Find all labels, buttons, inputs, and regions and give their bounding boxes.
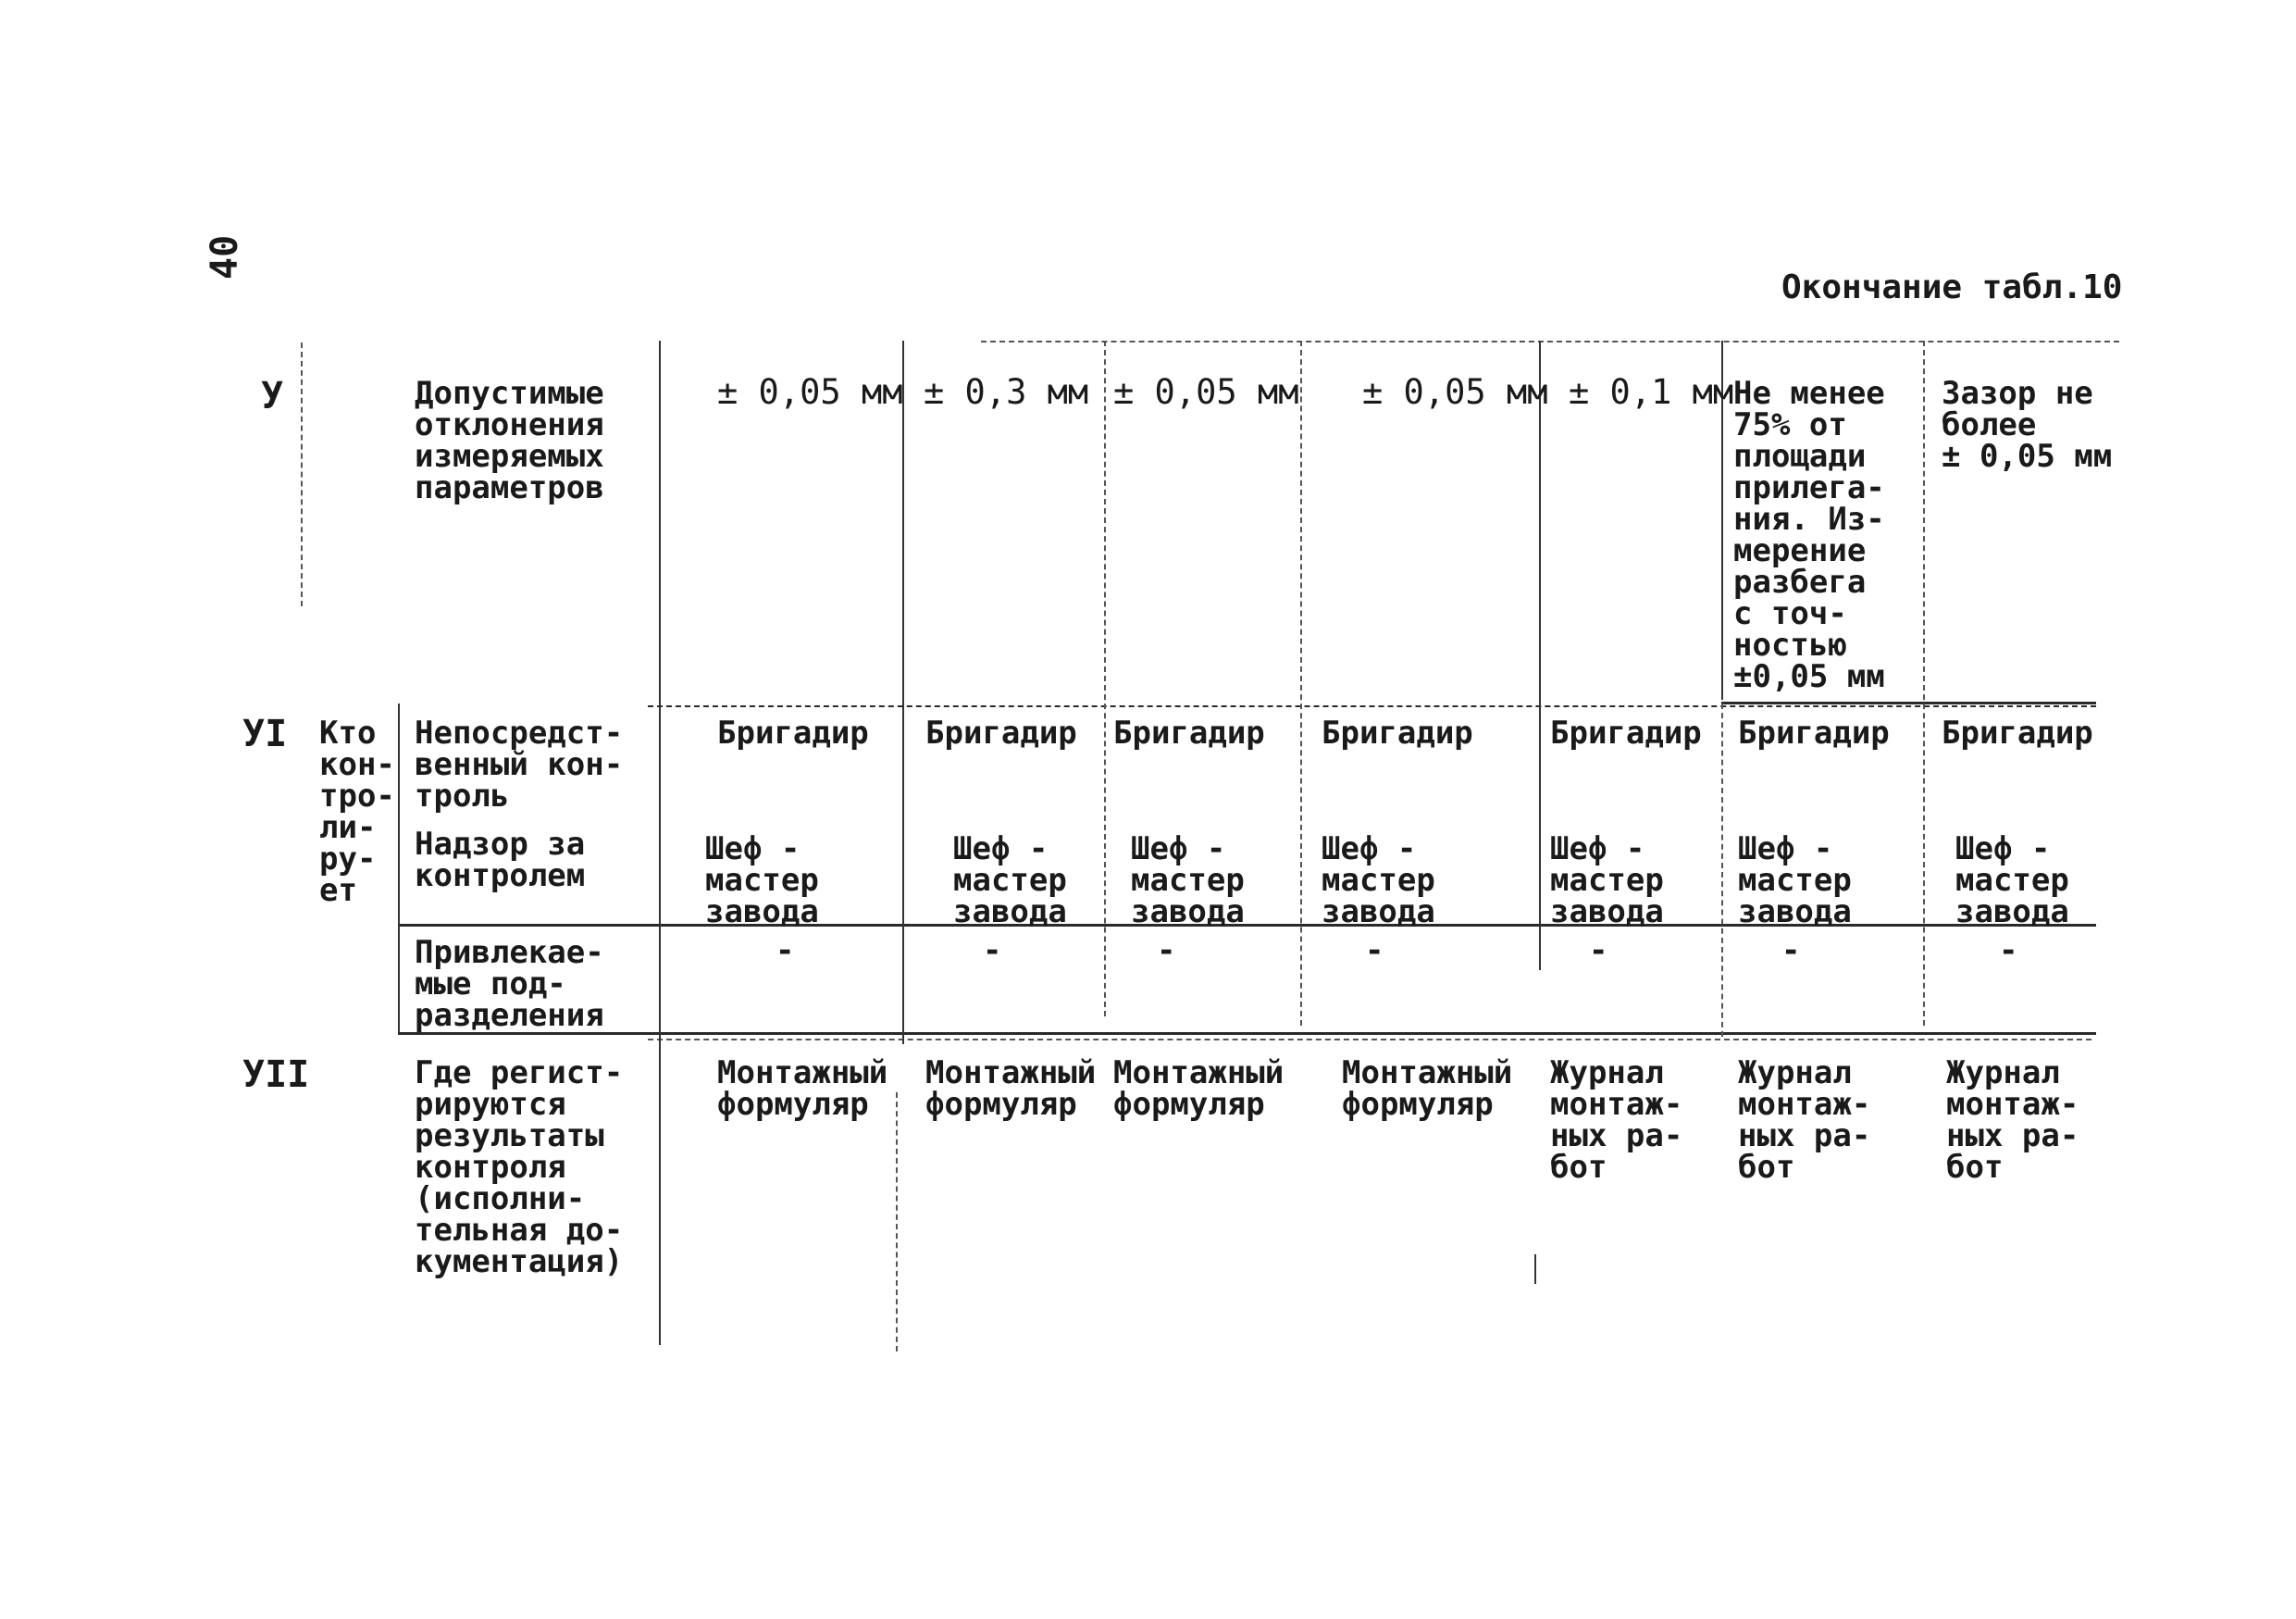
r6-sub1-value-2: Бригадир xyxy=(925,715,1077,752)
r6-sub1-value-3: Бригадир xyxy=(1113,715,1265,752)
r6-sub1-value-5: Бригадир xyxy=(1550,715,1702,752)
row-numeral-7: УII xyxy=(242,1053,310,1096)
row-numeral-5: У xyxy=(261,375,284,417)
r6-sub3-value-1: - xyxy=(776,932,795,969)
r6-sub3-value-7: - xyxy=(1999,932,2018,969)
r5-value-5: ± 0,1 мм xyxy=(1569,372,1734,412)
r6-sub2-value-4: Шеф - мастер завода xyxy=(1322,830,1435,930)
r6-sub2-value-7: Шеф - мастер завода xyxy=(1955,830,2069,930)
row6-sub3-label: Привлекае- мые под- разделения xyxy=(415,934,604,1034)
row-label-5: Допустимые отклонения измеряемых параметров xyxy=(415,375,604,506)
r5-value-3: ± 0,05 мм xyxy=(1113,372,1299,412)
r6-sub3-value-6: - xyxy=(1781,932,1801,969)
table-caption: Окончание табл.10 xyxy=(1781,268,2123,306)
r7-value-3: Монтажный формуляр xyxy=(1113,1054,1285,1123)
r5-value-6: Не менее 75% от площади прилега- ния. Из- мерение разбега с точ- ностью ±0,05 мм xyxy=(1733,375,1885,695)
r7-value-7: Журнал монтаж- ных ра- бот xyxy=(1946,1054,2079,1186)
r6-sub2-value-2: Шеф - мастер завода xyxy=(953,830,1067,930)
r6-sub1-value-4: Бригадир xyxy=(1322,715,1473,752)
r6-sub1-value-1: Бригадир xyxy=(717,715,869,752)
r6-sub3-value-5: - xyxy=(1589,932,1608,969)
row-label-7: Где регист- рируются результаты контроля (исполни- тельная до- кументация) xyxy=(415,1054,624,1280)
r6-sub2-value-6: Шеф - мастер завода xyxy=(1738,830,1852,930)
r5-value-1: ± 0,05 мм xyxy=(717,372,903,412)
row6-who-controls: Кто кон- тро- ли- ру- ет xyxy=(319,715,395,909)
r5-value-7: Зазор не более ± 0,05 мм xyxy=(1942,375,2113,475)
row-numeral-6: УI xyxy=(242,713,288,755)
r7-value-5: Журнал монтаж- ных ра- бот xyxy=(1550,1054,1683,1186)
r6-sub3-value-4: - xyxy=(1365,932,1384,969)
r6-sub3-value-3: - xyxy=(1157,932,1176,969)
r7-value-1: Монтажный формуляр xyxy=(717,1054,888,1123)
r5-value-2: ± 0,3 мм xyxy=(924,372,1089,412)
r6-sub1-value-7: Бригадир xyxy=(1942,715,2093,752)
r6-sub1-value-6: Бригадир xyxy=(1738,715,1890,752)
r7-value-4: Монтажный формуляр xyxy=(1342,1054,1513,1123)
r5-value-4: ± 0,05 мм xyxy=(1362,372,1548,412)
r7-value-2: Монтажный формуляр xyxy=(925,1054,1097,1123)
row6-sub2-label: Надзор за контролем xyxy=(415,826,586,894)
r6-sub3-value-2: - xyxy=(983,932,1002,969)
r6-sub2-value-3: Шеф - мастер завода xyxy=(1131,830,1245,930)
r6-sub2-value-5: Шеф - мастер завода xyxy=(1550,830,1664,930)
r7-value-6: Журнал монтаж- ных ра- бот xyxy=(1738,1054,1871,1186)
r6-sub2-value-1: Шеф - мастер завода xyxy=(705,830,819,930)
row6-sub1-label: Непосредст- венный кон- троль xyxy=(415,715,624,815)
page-number: 40 xyxy=(204,234,246,280)
